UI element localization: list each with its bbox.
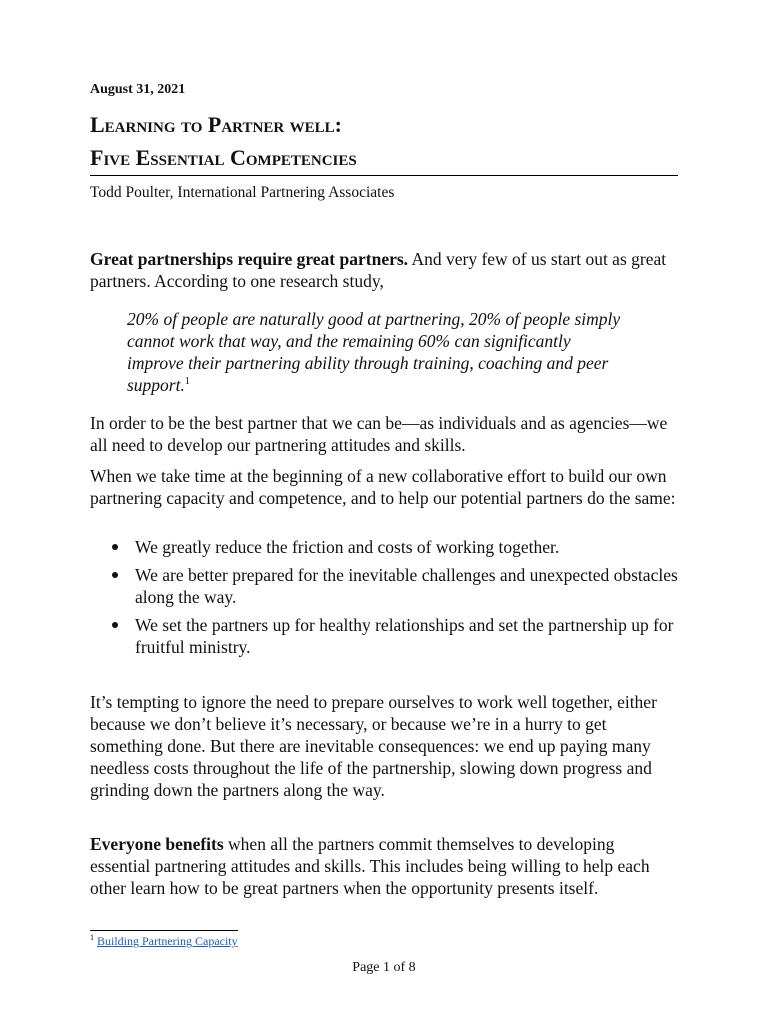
title-line-2: Five Essential Competencies <box>90 145 357 170</box>
author-line: Todd Poulter, International Partnering Associates <box>90 184 395 201</box>
bullet-icon <box>112 544 118 550</box>
paragraph-consequences: It’s tempting to ignore the need to prepare ourselves to work well together, either because we don’t believe it’s necessary, or because we’re in a hurry to get something done. But there are inevitable consequences: we end up paying many needless costs throughout the life of the partnership, slowing down progress and grinding down the partners along the way. <box>90 692 657 800</box>
everyone-benefits-rest: when all the partners commit themselves to developing essential partnering attitudes and skills. This includes being willing to help each other learn how to be great partners when the opportunity presents itself. <box>90 834 650 898</box>
paragraph-everyone-benefits <box>90 833 678 899</box>
page-number: Page 1 of 8 <box>352 960 416 975</box>
list-item-text: We set the partners up for healthy relationships and set the partnership up for fruitful ministry. <box>135 615 674 657</box>
footnote-reference[interactable]: 1 <box>184 376 190 388</box>
document-date: August 31, 2021 <box>90 82 186 97</box>
quote-text: 20% of people are naturally good at partnering, 20% of people simply cannot work that way, and the remaining 60% can significantly improve their partnering ability through training, coaching and peer support. <box>127 309 621 395</box>
paragraph-best-partner: In order to be the best partner that we can be—as individuals and as agencies—we all need to develop our partnering attitudes and skills. <box>90 413 668 455</box>
intro-paragraph <box>90 248 678 292</box>
everyone-benefits-bold: Everyone benefits <box>90 834 224 854</box>
list-item-text: We greatly reduce the friction and costs of working together. <box>135 537 560 557</box>
paragraph-collaborative-effort: When we take time at the beginning of a new collaborative effort to build our own partnering capacity and competence, and to help our potential partners do the same: <box>90 466 676 508</box>
footnote-divider <box>90 930 238 931</box>
bullet-icon <box>112 622 118 628</box>
title-line-1: Learning to Partner well: <box>90 112 343 137</box>
list-item <box>90 564 678 608</box>
footnote <box>90 934 238 949</box>
benefits-list <box>90 536 678 664</box>
intro-bold-lead: Great partnerships require great partners. <box>90 249 409 269</box>
list-item <box>90 536 678 558</box>
research-quote <box>127 308 627 396</box>
bullet-icon <box>112 572 118 578</box>
document-page <box>90 0 678 1024</box>
footnote-number: 1 <box>90 933 94 942</box>
footnote-link[interactable]: Building Partnering Capacity <box>97 934 238 948</box>
document-title <box>90 108 678 176</box>
list-item-text: We are better prepared for the inevitable challenges and unexpected obstacles along the way. <box>135 565 678 607</box>
list-item <box>90 614 678 658</box>
intro-rest: And very few of us start out as great partners. According to one research study, <box>90 249 667 291</box>
